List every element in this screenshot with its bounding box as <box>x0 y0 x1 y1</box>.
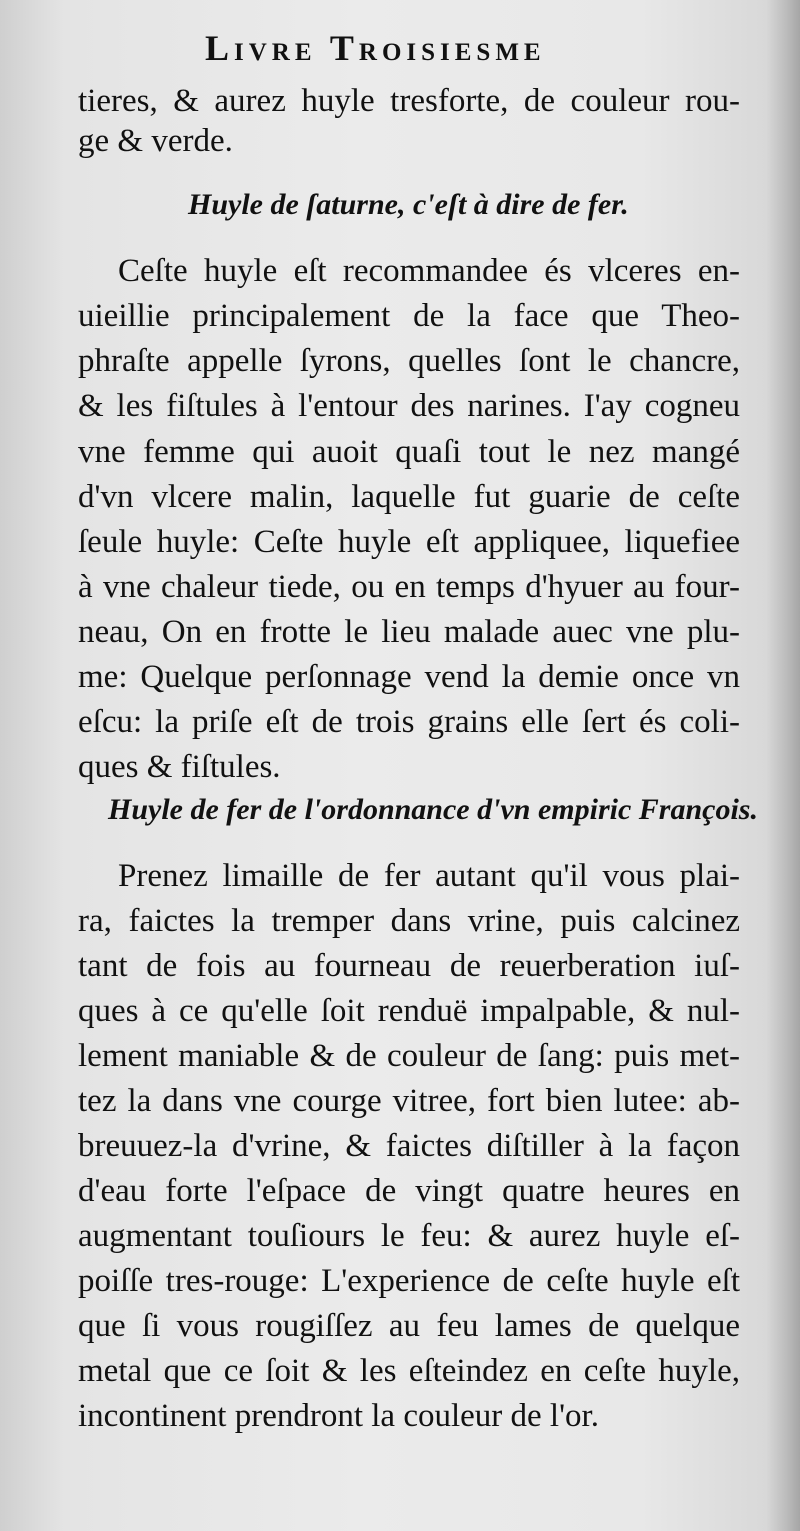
section-heading: Huyle de ſaturne, c'eſt à dire de fer. <box>188 188 629 221</box>
text-line: uieillie principalement de la face que Theo- <box>78 298 740 334</box>
text-line: lement maniable & de couleur de ſang: puis met- <box>78 1038 740 1074</box>
text-line: ques à ce qu'elle ſoit renduë impalpable, & nul- <box>78 993 740 1029</box>
text-line: metal que ce ſoit & les eſteindez en ceſte huyle, <box>78 1353 740 1389</box>
text-line: poiſſe tres-rouge: L'experience de ceſte huyle eſt <box>78 1263 740 1299</box>
text-line: d'eau forte l'eſpace de vingt quatre heures en <box>78 1173 740 1209</box>
text-line: Prenez limaille de fer autant qu'il vous plai- <box>118 858 740 894</box>
running-head: Livre Troisiesme <box>205 28 546 68</box>
text-line: ſeule huyle: Ceſte huyle eſt appliquee, liquefiee <box>78 524 740 560</box>
text-line: ques & fiſtules. <box>78 749 281 785</box>
text-line: breuuez-la d'vrine, & faictes diſtiller à la façon <box>78 1128 740 1164</box>
text-line: tieres, & aurez huyle tresforte, de couleur rou- <box>78 83 740 119</box>
text-line: neau, On en frotte le lieu malade auec vne plu- <box>78 614 740 650</box>
text-line: tez la dans vne courge vitree, fort bien lutee: ab- <box>78 1083 740 1119</box>
text-line: augmentant touſiours le feu: & aurez huyle eſ- <box>78 1218 740 1254</box>
text-line: incontinent prendront la couleur de l'or. <box>78 1398 599 1434</box>
text-line: me: Quelque perſonnage vend la demie once vn <box>78 659 740 695</box>
text-line: ge & verde. <box>78 123 233 159</box>
text-line: d'vn vlcere malin, laquelle fut guarie de ceſte <box>78 479 740 515</box>
text-line: à vne chaleur tiede, ou en temps d'hyuer au four- <box>78 569 740 605</box>
text-line: phraſte appelle ſyrons, quelles ſont le chancre, <box>78 343 740 379</box>
text-line: & les fiſtules à l'entour des narines. I'ay cogneu <box>78 388 740 424</box>
page-edge-shadow <box>766 0 800 1531</box>
text-line: Ceſte huyle eſt recommandee és vlceres en- <box>118 253 740 289</box>
text-line: que ſi vous rougiſſez au feu lames de quelque <box>78 1308 740 1344</box>
text-line: vne femme qui auoit quaſi tout le nez mangé <box>78 434 740 470</box>
text-line: tant de fois au fourneau de reuerberation iuſ- <box>78 948 740 984</box>
text-line: eſcu: la priſe eſt de trois grains elle ſert és coli- <box>78 704 740 740</box>
text-line: ra, faictes la tremper dans vrine, puis calcinez <box>78 903 740 939</box>
section-heading: Huyle de fer de l'ordonnance d'vn empiric François. <box>108 793 758 826</box>
